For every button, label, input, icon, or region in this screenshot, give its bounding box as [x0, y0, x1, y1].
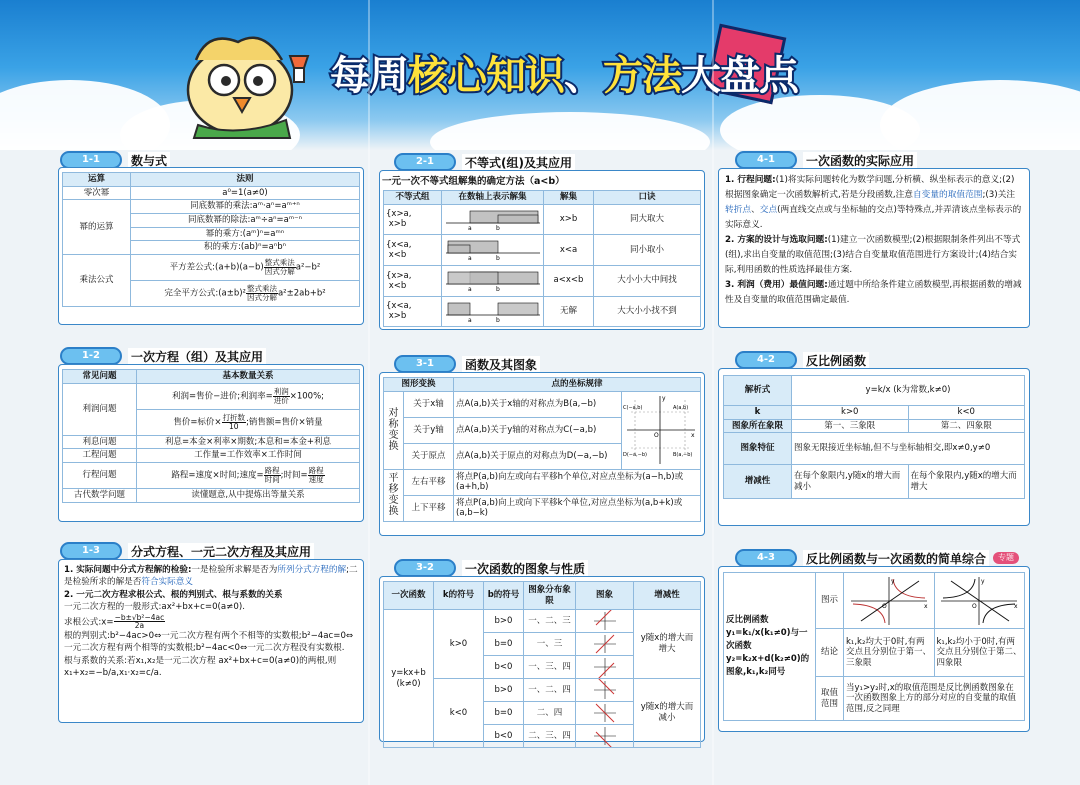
axes — [594, 658, 616, 676]
number-line — [444, 266, 542, 292]
table-cell: 平移变换 — [384, 469, 404, 521]
coordinate-graph-cell — [622, 391, 701, 469]
frac-bottom: 因式分解 — [264, 266, 295, 276]
table-cell: 工作量=工作效率×工作时间 — [137, 449, 360, 463]
mini-graph — [592, 702, 618, 724]
table-header: 基本数量关系 — [137, 370, 360, 384]
card-numbers-expressions — [58, 167, 364, 325]
owl-mascot-icon — [178, 20, 328, 140]
highlight-text: 自变量的取值范围 — [912, 189, 983, 200]
section-number: 1-2 — [60, 347, 122, 365]
section-title: 不等式(组)及其应用 — [462, 154, 575, 171]
system-cell — [384, 204, 442, 235]
table-cell: 幂的乘方:(aᵐ)ⁿ=aᵐⁿ — [131, 227, 360, 241]
hyperbola-branch — [943, 579, 975, 598]
formula-text: ;时间= — [280, 470, 308, 481]
frac-top: 整式乘法 — [246, 284, 277, 294]
table-cell: 对称变换 — [384, 391, 404, 469]
table-cell: 点A(a,b)关于x轴的对称点为B(a,−b) — [454, 391, 622, 417]
text: (1)将实际问题转化为数学问题,分析横、纵坐标表示的意义;(2)根据图象确定一次函数解析式,若是分段函数,注意 — [725, 175, 1015, 200]
section-header — [394, 354, 704, 374]
table-cell: 将点P(a,b)向上或向下平移k个单位,对应点坐标为(a,b+k)或(a,b−k) — [454, 495, 701, 521]
solution-region — [498, 303, 538, 315]
section-number: 4-2 — [735, 351, 797, 369]
origin-label: O — [972, 602, 977, 610]
axis-label: y — [981, 577, 985, 585]
formula-text: ×100%; — [289, 391, 325, 402]
table-cell: 点A(a,b)关于原点的对称点为D(−a,−b) — [454, 443, 622, 469]
card-linear-function-graph — [379, 576, 705, 742]
table-cell: 取值范围 — [816, 677, 844, 721]
card-inverse-proportion — [718, 368, 1030, 526]
table-cell: 关于x轴 — [404, 391, 454, 417]
table-cell: 在每个象限内,y随x的增大而增大 — [908, 465, 1025, 499]
table-cell — [137, 383, 360, 409]
graph-cell — [576, 725, 634, 748]
inequality-table — [383, 190, 701, 327]
point-2 — [64, 589, 358, 601]
text: 、 — [751, 204, 760, 215]
paragraph — [59, 560, 363, 684]
table-header: b的符号 — [484, 582, 524, 610]
bold-text: 2. 方案的设计与选取问题: — [725, 234, 828, 245]
point-label: b — [495, 255, 500, 262]
axes — [594, 727, 616, 745]
table-cell: k₁,k₂均小于0时,有两交点且分别位于第二、四象限 — [934, 629, 1025, 677]
solution-region — [448, 245, 470, 253]
section-header — [394, 558, 704, 578]
banner — [0, 0, 1080, 150]
k-sign-cell: k<0 — [434, 679, 484, 748]
title-text: 方法 — [603, 53, 681, 99]
point-label: a — [467, 285, 472, 292]
graph-cell — [576, 610, 634, 633]
table-header: 增减性 — [724, 465, 792, 499]
b-sign-cell: b<0 — [484, 725, 524, 748]
inequality-text: {x<a, — [386, 239, 412, 250]
number-line — [444, 235, 542, 261]
section-number: 3-2 — [394, 559, 456, 577]
table-cell — [137, 409, 360, 435]
quadrant-cell: 一、三、四 — [524, 656, 576, 679]
topic-badge: 专题 — [993, 552, 1019, 564]
frac-top: 打折数 — [222, 413, 246, 423]
card-functions — [379, 372, 705, 536]
point-label: a — [467, 255, 472, 262]
section-title: 反比例函数 — [803, 352, 869, 369]
table-cell: 行程问题 — [63, 462, 137, 488]
axes — [594, 612, 616, 630]
table-cell: 幂的运算 — [63, 200, 131, 255]
table-cell: 结论 — [816, 629, 844, 677]
frac-bottom: 因式分解 — [246, 292, 277, 302]
table-header: k — [724, 406, 792, 420]
card-fractional-quadratic — [58, 559, 364, 723]
table-header: 在数轴上表示解集 — [442, 191, 544, 205]
system-cell — [384, 235, 442, 266]
table-header: 不等式组 — [384, 191, 442, 205]
bold-text: 1. 行程问题: — [725, 175, 776, 185]
rule-cell: 同大取大 — [594, 204, 701, 235]
rule-cell: 大大小小找不到 — [594, 296, 701, 327]
b-sign-cell: b>0 — [484, 610, 524, 633]
quadrant-cell: 一、三 — [524, 633, 576, 656]
formula-text: a²−b² — [295, 262, 321, 273]
b-sign-cell: b=0 — [484, 633, 524, 656]
table-header: 点的坐标规律 — [454, 378, 701, 392]
inequality-text: {x>a, — [386, 270, 412, 281]
axis-label: y — [890, 577, 895, 585]
page-title — [330, 44, 798, 101]
table-cell: 图象无限接近坐标轴,但不与坐标轴相交,即x≠0,y≠0 — [792, 433, 1025, 465]
axis-label: y — [662, 395, 666, 403]
cloud-decoration — [880, 80, 1080, 150]
point-2 — [725, 233, 1023, 278]
frac-bottom: 10 — [229, 421, 239, 431]
mini-graph — [592, 725, 618, 747]
table-row — [384, 204, 701, 235]
section-number: 4-1 — [735, 151, 797, 169]
table-cell: 读懂题意,从中提炼出等量关系 — [137, 488, 360, 502]
text: 根的判别式:b²−4ac>0⇔一元二次方程有两个不相等的实数根;b²−4ac=0⇔一元二次方程有两个相等的实数根;b²−4ac<0⇔一元二次方程没有实数根. — [64, 630, 354, 654]
text: ;(3)关注 — [982, 189, 1016, 200]
inequality-text: {x<a, — [386, 301, 412, 312]
inequality-text: x<b — [386, 280, 407, 291]
axis-label: x — [691, 432, 695, 440]
table-row — [384, 235, 701, 266]
formula-text: 完全平方公式:(a±b)² — [164, 288, 246, 299]
table-cell: 上下平移 — [404, 495, 454, 521]
section-title: 一次方程（组）及其应用 — [128, 348, 266, 365]
table-cell: 点A(a,b)关于y轴的对称点为C(−a,b) — [454, 417, 622, 443]
subtitle: 一元一次不等式组解集的确定方法（a<b） — [382, 176, 565, 187]
formula-line — [64, 614, 358, 630]
table-cell: 图示 — [816, 573, 844, 629]
table-cell: 当y₁>y₂时,x的取值范围是反比例函数图象在一次函数图象上方的部分对应的自变量的取值范围,反之同理 — [844, 677, 1025, 721]
section-number: 1-3 — [60, 542, 122, 560]
rule-cell: 大小小大中间找 — [594, 265, 701, 296]
formula-frac — [246, 285, 278, 301]
solution-region — [448, 272, 498, 284]
table-cell: 工程问题 — [63, 449, 137, 463]
text: (1)建立一次函数模型;(2)根据限制条件列出不等式(组),求出自变量的取值范围;(3)结合自变量取值范围进行方案设计;(4)结合实际,利用函数的性质选择最佳方案. — [725, 234, 1021, 275]
bold-text: 1. 实际问题中分式方程解的检验: — [64, 565, 192, 575]
graph-cell — [576, 656, 634, 679]
table-header: k的符号 — [434, 582, 484, 610]
paragraph — [719, 169, 1029, 312]
hyperbola-branch — [853, 604, 885, 623]
title-text: 核心知识 — [408, 53, 564, 99]
solution-cell: x<a — [544, 235, 594, 266]
table-row — [384, 296, 701, 327]
table-header: 增减性 — [634, 582, 701, 610]
section-title: 反比例函数与一次函数的简单综合 — [803, 550, 989, 567]
inequality-text: {x>a, — [386, 209, 412, 220]
inequality-text: x>b — [386, 311, 407, 322]
frac-top: 路程 — [308, 466, 324, 476]
table-header: 运算 — [63, 173, 131, 187]
text: ;二是检验所求的解是否 — [64, 565, 358, 588]
section-number: 1-1 — [60, 151, 122, 169]
table-cell: 第二、四象限 — [908, 419, 1025, 433]
table-cell: k>0 — [792, 406, 909, 420]
frac-top: −b±√b²−4ac — [114, 612, 165, 622]
text: 根与系数的关系:若x₁,x₂是一元二次方程 ax²+bx+c=0(a≠0)的两根,则x₁+x₂=−b/a,x₁·x₂=c/a. — [64, 655, 337, 679]
system-cell — [384, 265, 442, 296]
table-header: 解集 — [544, 191, 594, 205]
table-cell — [131, 254, 360, 280]
point-label: b — [495, 285, 500, 292]
point-label: B(a,−b) — [673, 452, 693, 459]
point-1 — [64, 564, 358, 589]
formula-frac — [114, 614, 166, 630]
graph-positive-k — [847, 575, 931, 627]
table-cell: 利息=本金×利率×期数;本息和=本金+利息 — [137, 435, 360, 449]
graph-cell — [576, 679, 634, 702]
text: (两直线交点或与坐标轴的交点)等特殊点,并弄清该点坐标表示的实际意义. — [725, 204, 1022, 230]
table-header: 口诀 — [594, 191, 701, 205]
table-header: 图象 — [576, 582, 634, 610]
cloud-decoration — [430, 112, 710, 150]
formula-frac — [222, 414, 247, 430]
table-header: 图象分布象限 — [524, 582, 576, 610]
point-1 — [725, 173, 1023, 233]
origin-label: O — [881, 602, 887, 610]
table-cell — [137, 462, 360, 488]
formula-text: a²±2ab+b² — [277, 288, 326, 299]
frac-bottom: 时间 — [264, 474, 280, 484]
bold-text: 2. 一元二次方程求根公式、根的判别式、根与系数的关系 — [64, 589, 283, 600]
combo-table — [723, 572, 1025, 721]
rule-cell: 同小取小 — [594, 235, 701, 266]
card-inverse-linear-combo — [718, 566, 1030, 732]
point-label: b — [495, 316, 500, 323]
page-fold-line — [712, 0, 714, 785]
point-label: a — [467, 224, 472, 231]
graph-negative-k — [937, 575, 1021, 627]
formula-frac — [264, 259, 296, 275]
axis-label: x — [923, 602, 928, 610]
table-cell: k<0 — [908, 406, 1025, 420]
formula-frac — [264, 467, 281, 483]
graph-cell — [576, 633, 634, 656]
mini-graph — [592, 610, 618, 632]
card-linear-equations — [58, 364, 364, 522]
quadrant-cell: 二、四 — [524, 702, 576, 725]
graph-cell — [844, 573, 935, 629]
title-text: 大盘点 — [681, 53, 798, 99]
quantity-table — [62, 369, 360, 503]
linear-function-table — [383, 581, 701, 748]
frac-bottom: 2a — [134, 621, 145, 631]
number-line-cell — [442, 296, 544, 327]
b-sign-cell: b=0 — [484, 702, 524, 725]
number-line-cell — [442, 204, 544, 235]
section-title: 数与式 — [128, 152, 170, 169]
b-sign-cell: b>0 — [484, 679, 524, 702]
table-cell: 在每个象限内,y随x的增大而减小 — [792, 465, 909, 499]
point-label: b — [495, 224, 500, 231]
highlight-text: 所列分式方程的解 — [277, 565, 347, 575]
table-cell: a⁰=1(a≠0) — [131, 186, 360, 200]
k-sign-cell: k>0 — [434, 610, 484, 679]
highlight-text: 转折点 — [725, 204, 752, 215]
section-number: 4-3 — [735, 549, 797, 567]
table-cell: 左右平移 — [404, 469, 454, 495]
title-text: 每周 — [330, 53, 408, 99]
solution-region — [448, 303, 470, 315]
section-title: 一次函数的实际应用 — [803, 152, 917, 169]
transform-table — [383, 377, 701, 522]
text: 一元二次方程的一般形式:ax²+bx+c=0(a≠0). — [64, 602, 245, 613]
table-header: 解析式 — [724, 376, 792, 406]
table-cell: 积的乘方:(ab)ⁿ=aⁿbⁿ — [131, 241, 360, 255]
table-header: 法则 — [131, 173, 360, 187]
graph-cell — [576, 702, 634, 725]
system-cell — [384, 296, 442, 327]
point-label: A(a,b) — [673, 405, 689, 412]
text: 求根公式:x= — [64, 617, 114, 628]
mini-graph — [592, 633, 618, 655]
axis-label: x — [1014, 602, 1018, 610]
table-cell: 第一、三象限 — [792, 419, 909, 433]
table-header: 图象所在象限 — [724, 419, 792, 433]
highlight-text: 符合实际意义 — [141, 577, 193, 588]
table-cell — [131, 280, 360, 306]
axes — [594, 681, 616, 699]
table-row — [384, 265, 701, 296]
section-header — [735, 548, 1061, 568]
quadrant-cell: 一、二、三 — [524, 610, 576, 633]
mini-graph — [592, 656, 618, 678]
table-cell: 反比例函数 y₁=k₁/x(k₁≠0)与一次函数 y₂=k₂x+d(k₂≠0)的图象,k₁,k₂同号 — [724, 573, 816, 721]
graph-cell — [934, 573, 1025, 629]
point-label: a — [467, 316, 472, 323]
card-inequalities — [379, 170, 705, 330]
table-cell: 零次幂 — [63, 186, 131, 200]
table-cell: 关于y轴 — [404, 417, 454, 443]
number-line — [444, 297, 542, 323]
table-cell: 将点P(a,b)向左或向右平移h个单位,对应点坐标为(a−h,b)或(a+h,b) — [454, 469, 701, 495]
origin-label: O — [654, 432, 659, 440]
formula-text: ;销售额=售价×销量 — [246, 417, 323, 428]
card-linear-function-application — [718, 168, 1030, 328]
inequality-text: x<b — [386, 250, 407, 261]
point-label: C(−a,b) — [623, 405, 643, 412]
monotonicity-cell: y随x的增大而增大 — [634, 610, 701, 679]
table-cell: 关于原点 — [404, 443, 454, 469]
frac-top: 利润 — [273, 387, 289, 397]
table-cell: y=k/x (k为常数,k≠0) — [792, 376, 1025, 406]
table-header: 常见问题 — [63, 370, 137, 384]
highlight-text: 交点 — [759, 204, 778, 215]
mini-graph — [592, 679, 618, 701]
formula-frac — [273, 388, 290, 404]
table-cell: 古代数学问题 — [63, 488, 137, 502]
function-cell: y=kx+b (k≠0) — [384, 610, 434, 748]
title-text: 、 — [564, 53, 603, 99]
frac-top: 路程 — [264, 466, 280, 476]
table-row — [384, 610, 701, 633]
solution-cell: x>b — [544, 204, 594, 235]
section-header — [735, 350, 1061, 370]
formula-text: 售价=标价× — [173, 417, 222, 428]
inverse-function-table — [723, 375, 1025, 499]
bold-text: 3. 利润（费用）最值问题: — [725, 279, 828, 290]
solution-cell: a<x<b — [544, 265, 594, 296]
table-cell: 利润问题 — [63, 383, 137, 435]
monotonicity-cell: y随x的增大而减小 — [634, 679, 701, 748]
section-header — [394, 152, 704, 172]
table-header: 图形变换 — [384, 378, 454, 392]
section-title: 一次函数的图象与性质 — [462, 560, 588, 577]
table-cell: 利息问题 — [63, 435, 137, 449]
frac-bottom: 进价 — [273, 395, 289, 405]
page-fold-line — [368, 0, 370, 785]
section-header — [735, 150, 1061, 170]
solution-region — [498, 215, 538, 223]
operation-table — [62, 172, 360, 307]
formula-text: 利润=售价−进价;利润率= — [171, 391, 273, 402]
section-header — [60, 541, 365, 561]
number-line-cell — [442, 235, 544, 266]
section-header — [60, 346, 365, 366]
b-sign-cell: b<0 — [484, 656, 524, 679]
text: 通过题中所给条件建立函数模型,再根据函数的增减性及自变量的取值范围确定最值. — [725, 279, 1022, 305]
section-title: 分式方程、一元二次方程及其应用 — [128, 543, 314, 560]
symmetry-graph — [623, 392, 699, 468]
number-line — [444, 205, 542, 231]
quadrant-cell: 一、二、四 — [524, 679, 576, 702]
formula-text: 路程=速度×时间;速度= — [171, 470, 264, 481]
point-label: D(−a,−b) — [623, 452, 647, 459]
frac-bottom: 速度 — [308, 474, 324, 484]
section-title: 函数及其图象 — [462, 356, 540, 373]
point-3 — [725, 278, 1023, 308]
section-number: 3-1 — [394, 355, 456, 373]
quadrant-cell: 二、三、四 — [524, 725, 576, 748]
text: 一是检验所求解是否为 — [191, 565, 278, 575]
table-cell: 乘法公式 — [63, 254, 131, 306]
frac-top: 整式乘法 — [264, 258, 295, 268]
table-cell: 同底数幂的乘法:aᵐ·aⁿ=aᵐ⁺ⁿ — [131, 200, 360, 214]
table-cell: k₁,k₂均大于0时,有两交点且分别位于第一、三象限 — [844, 629, 935, 677]
inequality-text: x>b — [386, 219, 407, 230]
solution-cell: 无解 — [544, 296, 594, 327]
table-header: 一次函数 — [384, 582, 434, 610]
table-cell: 同底数幂的除法:aᵐ÷aⁿ=aᵐ⁻ⁿ — [131, 213, 360, 227]
number-line-cell — [442, 265, 544, 296]
formula-frac — [308, 467, 325, 483]
section-number: 2-1 — [394, 153, 456, 171]
table-header: 图象特征 — [724, 433, 792, 465]
formula-text: 平方差公式:(a+b)(a−b) — [169, 262, 264, 273]
